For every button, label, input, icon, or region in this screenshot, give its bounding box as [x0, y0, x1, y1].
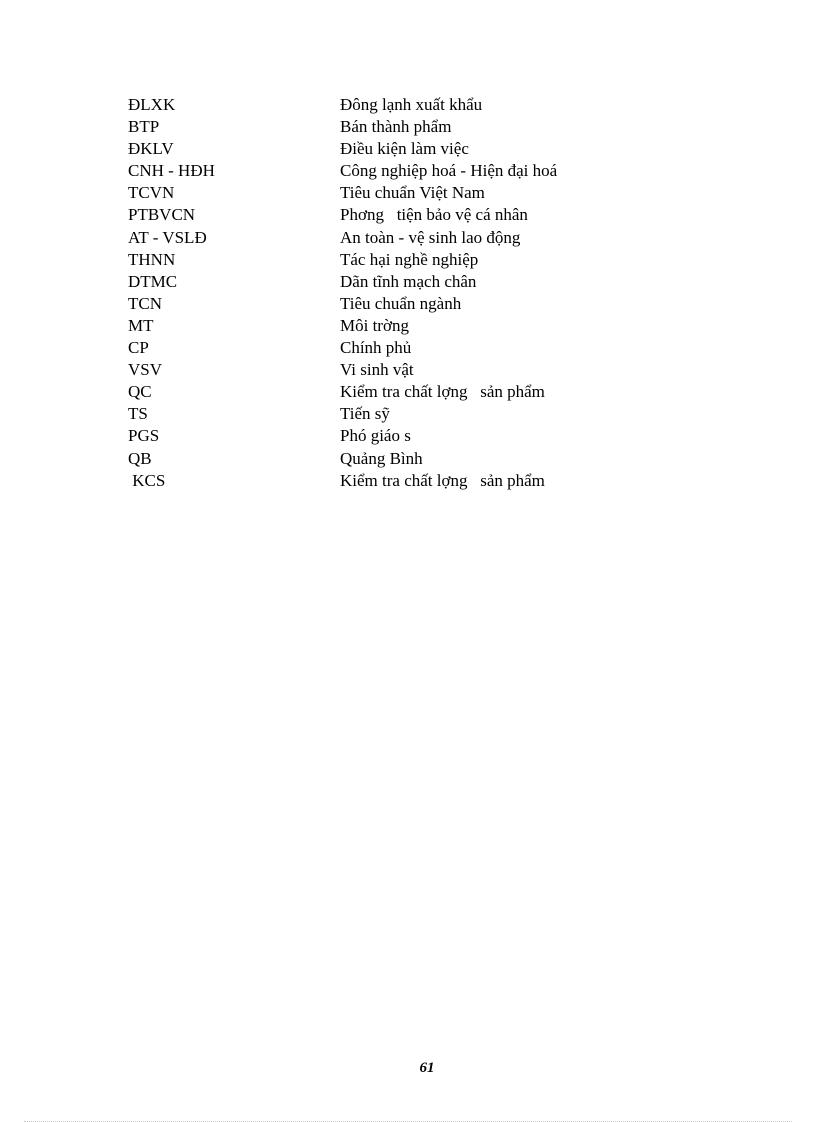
abbreviation-definition: Quảng Bình: [340, 448, 423, 468]
abbreviation-definition: Bán thành phẩm: [340, 117, 452, 137]
abbreviation-term: MT: [128, 315, 154, 335]
abbreviation-definition: Tiêu chuẩn ngành: [340, 293, 462, 313]
abbreviation-term: PGS: [128, 426, 160, 446]
abbreviation-row: [128, 337, 557, 359]
abbreviation-row: [128, 182, 557, 204]
abbreviation-term: ĐKLV: [128, 139, 174, 159]
abbreviation-term: CNH - HĐH: [128, 161, 215, 181]
abbreviation-term: QB: [128, 448, 152, 468]
abbreviation-term: DTMC: [128, 271, 178, 291]
abbreviation-term: QC: [128, 382, 152, 402]
abbreviation-definition: Vi sinh vật: [340, 360, 414, 380]
abbreviation-row: [128, 403, 557, 425]
abbreviation-term: VSV: [128, 360, 163, 380]
page-number: 61: [419, 1060, 435, 1076]
abbreviation-row: [128, 448, 557, 470]
abbreviation-definition: Dãn tĩnh mạch chân: [340, 271, 477, 291]
abbreviation-term: CP: [128, 338, 149, 358]
abbreviation-term: PTBVCN: [128, 205, 196, 225]
abbreviation-row: [128, 204, 557, 226]
abbreviation-term: TS: [128, 404, 148, 424]
abbreviation-definition: Kiểm tra chất lợng sản phẩm: [340, 470, 545, 490]
abbreviation-row: [128, 138, 557, 160]
abbreviation-definition: Môi trờng: [340, 315, 409, 335]
abbreviation-definition: Phơng tiện bảo vệ cá nhân: [340, 205, 528, 225]
abbreviation-row: [128, 470, 557, 492]
abbreviation-definition: Đông lạnh xuất khẩu: [340, 95, 483, 114]
abbreviation-list: [128, 94, 557, 492]
abbreviation-row: [128, 160, 557, 182]
page-bottom-divider: [24, 1121, 792, 1122]
abbreviation-row: [128, 227, 557, 249]
abbreviation-row: [128, 116, 557, 138]
abbreviation-row: [128, 94, 557, 116]
abbreviation-definition: Tiêu chuẩn Việt Nam: [340, 183, 485, 203]
abbreviation-definition: Kiểm tra chất lợng sản phẩm: [340, 382, 545, 402]
abbreviation-term: KCS: [128, 470, 166, 490]
abbreviation-row: [128, 425, 557, 447]
abbreviation-row: [128, 315, 557, 337]
abbreviation-definition: An toàn - vệ sinh lao động: [340, 227, 521, 247]
abbreviation-definition: Tác hại nghề nghiệp: [340, 249, 479, 269]
abbreviation-definition: Điều kiện làm việc: [340, 139, 469, 159]
abbreviation-definition: Tiến sỹ: [340, 404, 390, 424]
abbreviation-term: BTP: [128, 117, 160, 137]
abbreviation-row: [128, 381, 557, 403]
abbreviation-definition: Công nghiệp hoá - Hiện đại hoá: [340, 161, 558, 181]
abbreviation-row: [128, 249, 557, 271]
abbreviation-row: [128, 271, 557, 293]
abbreviation-term: ĐLXK: [128, 95, 176, 114]
abbreviation-term: TCN: [128, 293, 162, 313]
abbreviation-term: AT - VSLĐ: [128, 227, 207, 247]
abbreviation-row: [128, 359, 557, 381]
abbreviation-definition: Phó giáo s: [340, 426, 411, 446]
abbreviation-row: [128, 293, 557, 315]
abbreviation-term: TCVN: [128, 183, 175, 203]
abbreviation-term: THNN: [128, 249, 176, 269]
abbreviation-definition: Chính phủ: [340, 338, 412, 358]
